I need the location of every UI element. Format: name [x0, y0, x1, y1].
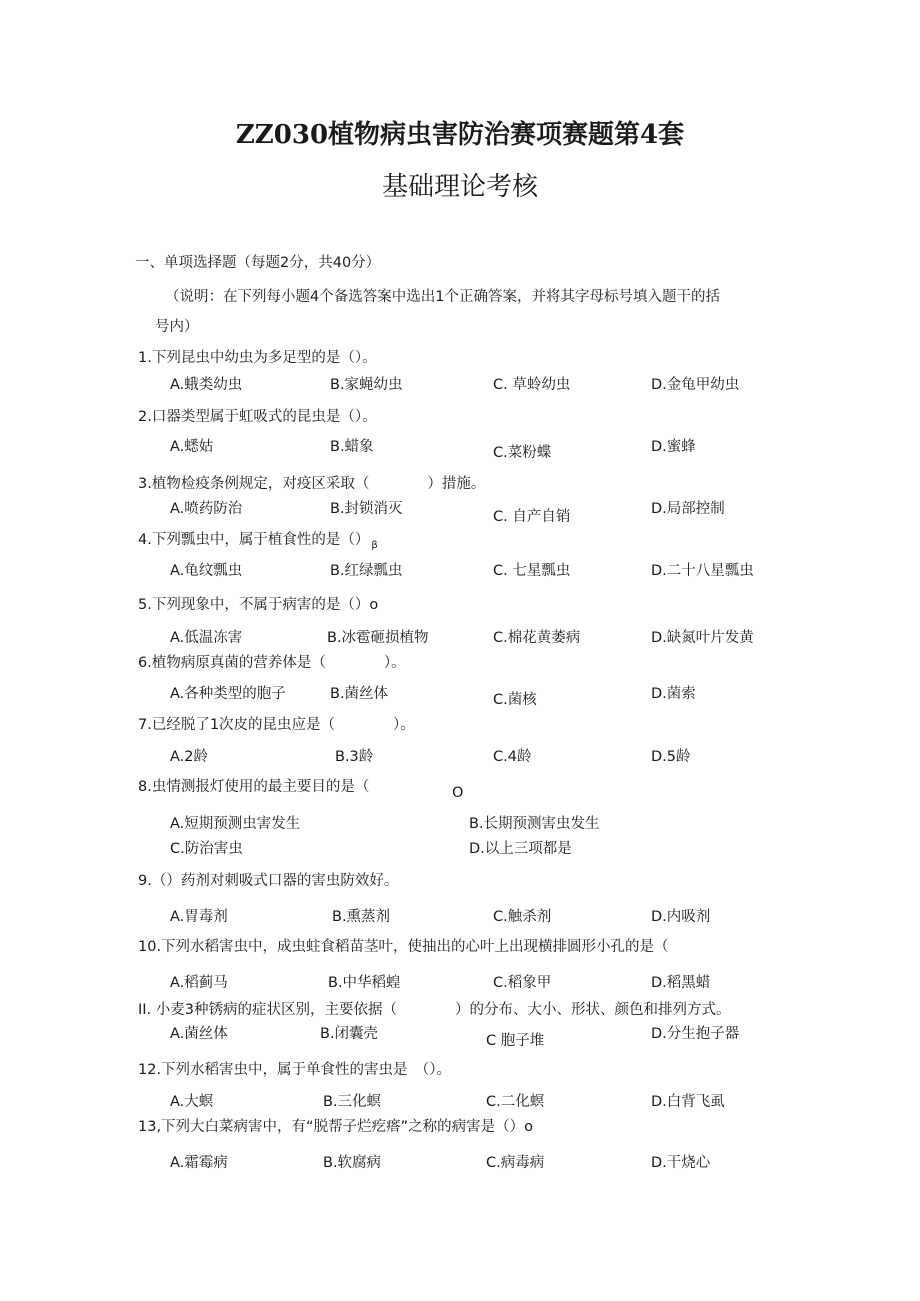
option-a: A.稻蓟马 [170, 975, 228, 991]
option-c: C.二化螟 [486, 1094, 545, 1110]
option-c: C.病毒病 [486, 1155, 545, 1171]
option-a: A.胃毒剂 [170, 909, 228, 925]
option-d: D.分生抱子器 [651, 1026, 740, 1042]
option-d: D.5龄 [651, 749, 691, 765]
option-a: A.喷药防治 [170, 501, 243, 517]
option-b: B.熏蒸剂 [332, 909, 391, 925]
option-a: A.各种类型的胞子 [170, 686, 286, 702]
option-c: C.菜粉蝶 [493, 445, 552, 461]
option-d: D.菌索 [651, 686, 696, 702]
option-c: C. 七星瓢虫 [493, 563, 571, 579]
option-d: D.白背飞虱 [651, 1094, 725, 1110]
question-stem: 8.虫情测报灯使用的最主要目的是（ [138, 779, 370, 795]
option-d: D.二十八星瓢虫 [651, 563, 754, 579]
option-c: C.防治害虫 [170, 841, 243, 857]
question-stem: 7.已经脱了1次皮的昆虫应是（ ）。 [138, 717, 415, 733]
instruction-line-2: 号内） [155, 319, 199, 335]
option-b: B.冰雹砸损植物 [327, 630, 429, 646]
question-stem-text: 4.下列瓢虫中，属于植食性的是（） [138, 532, 370, 548]
option-b: B.长期预测害虫发生 [469, 816, 600, 832]
question-stem: 6.植物病原真菌的营养体是（ ）。 [138, 655, 406, 671]
question-stem-mark: β [371, 540, 378, 551]
option-a: A.蛾类幼虫 [170, 377, 243, 393]
option-a: A.大螟 [170, 1094, 214, 1110]
option-c: C 胞子堆 [486, 1033, 545, 1049]
option-d: D.稻黑蜡 [651, 975, 711, 991]
question-stem: 10.下列水稻害虫中，成虫蛀食稻苗茎叶，使抽出的心叶上出现横排圆形小孔的是（ [138, 939, 669, 955]
option-c: C. 自产自销 [493, 509, 571, 525]
option-b: B.家蝇幼虫 [330, 377, 403, 393]
option-b: B.闭囊壳 [320, 1026, 379, 1042]
option-d: D.以上三项都是 [469, 841, 572, 857]
option-b: B.软腐病 [323, 1155, 382, 1171]
question-stem: 9.（）药剂对刺吸式口器的害虫防效好。 [138, 873, 399, 889]
option-c: C. 草蛉幼虫 [493, 377, 571, 393]
option-c: C.棉花黄萎病 [493, 630, 581, 646]
option-b: B.菌丝体 [330, 686, 389, 702]
question-stem [138, 531, 378, 555]
option-b: B.红绿瓢虫 [330, 563, 403, 579]
option-d: D.局部控制 [651, 501, 725, 517]
option-d: D.缺氮叶片发黄 [651, 630, 754, 646]
option-a: A.2龄 [170, 749, 208, 765]
question-stem: 12.下列水稻害虫中，属于单食性的害虫是 （）。 [138, 1062, 452, 1078]
option-c: C.菌核 [493, 692, 537, 708]
page-title: ZZ030植物病虫害防治赛项赛题第4套 [235, 120, 685, 150]
option-c: C.触杀剂 [493, 909, 552, 925]
option-b: B.中华稻蝗 [328, 975, 401, 991]
option-d: D.干烧心 [651, 1155, 711, 1171]
option-c: C.4龄 [493, 749, 532, 765]
instruction-line-1: （说明：在下列每小题4个备选答案中选出1个正确答案，并将其字母标号填入题干的括 [165, 289, 720, 305]
option-b: B.蜡象 [330, 439, 374, 455]
option-a: A.短期预测虫害发生 [170, 816, 301, 832]
question-stem: 5.下列现象中，不属于病害的是（）o [138, 597, 379, 613]
option-c: C.稻象甲 [493, 975, 552, 991]
option-b: B.3龄 [335, 749, 374, 765]
section-heading: 一、单项选择题（每题2分，共40分） [135, 255, 381, 271]
option-a: A.低温冻害 [170, 630, 243, 646]
option-d: D.内吸剂 [651, 909, 711, 925]
option-a: A.霜霉病 [170, 1155, 228, 1171]
question-stem: 13,下列大白菜病害中，有“脱帮子烂疙瘩”之称的病害是（）o [138, 1119, 533, 1135]
option-a: A.菌丝体 [170, 1026, 228, 1042]
question-stem-tail: O [452, 785, 464, 801]
question-stem: II. 小麦3种锈病的症状区别，主要依据（ ）的分布、大小、形状、颜色和排列方式。 [138, 1002, 731, 1018]
option-d: D.蜜蜂 [651, 439, 696, 455]
option-a: A.蟋姑 [170, 439, 214, 455]
option-a: A.龟纹瓢虫 [170, 563, 243, 579]
option-b: B.三化螟 [323, 1094, 382, 1110]
option-b: B.封锁消灭 [330, 501, 403, 517]
question-stem: 3.植物检疫条例规定，对疫区采取（ ）措施。 [138, 476, 486, 492]
question-stem: 2.口器类型属于虹吸式的昆虫是（）。 [138, 409, 377, 425]
page-subtitle: 基础理论考核 [381, 172, 538, 202]
question-stem: 1.下列昆虫中幼虫为多足型的是（）。 [138, 350, 377, 366]
option-d: D.金龟甲幼虫 [651, 377, 740, 393]
